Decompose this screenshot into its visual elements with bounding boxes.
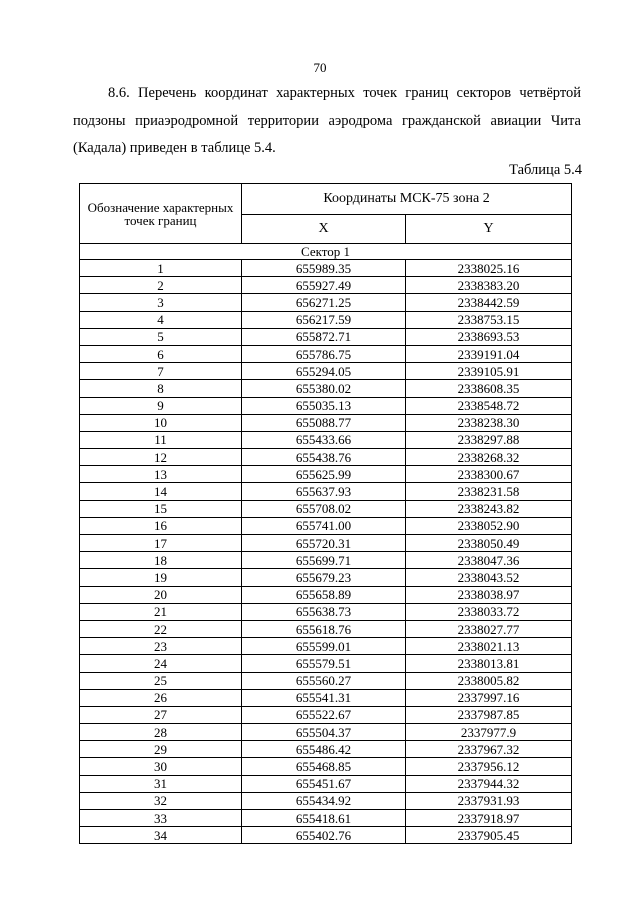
- x-coordinate-cell: 655872.71: [242, 328, 406, 345]
- y-coordinate-cell: 2338753.15: [406, 311, 572, 328]
- point-number-cell: 19: [80, 569, 242, 586]
- y-coordinate-cell: 2338238.30: [406, 414, 572, 431]
- x-column-header: X: [242, 215, 406, 244]
- y-coordinate-cell: 2338383.20: [406, 277, 572, 294]
- table-row: [80, 689, 572, 706]
- x-coordinate-cell: 655380.02: [242, 380, 406, 397]
- table-row: [80, 311, 572, 328]
- y-column-header: Y: [406, 215, 572, 244]
- point-number-cell: 15: [80, 500, 242, 517]
- paragraph-line-1: 8.6. Перечень координат характерных точек границ секторов четвёртой: [108, 85, 581, 101]
- point-number-cell: 5: [80, 328, 242, 345]
- x-coordinate-cell: 655035.13: [242, 397, 406, 414]
- paragraph-line-2: подзоны приаэродромной территории аэродрома гражданской авиации Чита: [73, 113, 581, 129]
- table-row: [80, 569, 572, 586]
- y-coordinate-cell: 2337931.93: [406, 792, 572, 809]
- table-row: [80, 827, 572, 844]
- table-row: [80, 431, 572, 448]
- point-number-cell: 13: [80, 466, 242, 483]
- table-row: [80, 672, 572, 689]
- y-coordinate-cell: 2338047.36: [406, 552, 572, 569]
- points-column-header: Обозначение характерных точек границ: [80, 184, 242, 244]
- x-coordinate-cell: 656271.25: [242, 294, 406, 311]
- x-coordinate-cell: 655438.76: [242, 449, 406, 466]
- point-number-cell: 2: [80, 277, 242, 294]
- x-coordinate-cell: 655618.76: [242, 620, 406, 637]
- table-row: [80, 792, 572, 809]
- table-row: [80, 414, 572, 431]
- table-row: [80, 741, 572, 758]
- y-coordinate-cell: 2338297.88: [406, 431, 572, 448]
- y-coordinate-cell: 2337905.45: [406, 827, 572, 844]
- x-coordinate-cell: 655522.67: [242, 706, 406, 723]
- y-coordinate-cell: 2338025.16: [406, 260, 572, 277]
- point-number-cell: 28: [80, 724, 242, 741]
- x-coordinate-cell: 655699.71: [242, 552, 406, 569]
- y-coordinate-cell: 2339191.04: [406, 345, 572, 362]
- x-coordinate-cell: 655294.05: [242, 363, 406, 380]
- point-number-cell: 31: [80, 775, 242, 792]
- x-coordinate-cell: 655638.73: [242, 603, 406, 620]
- point-number-cell: 34: [80, 827, 242, 844]
- table-row: [80, 638, 572, 655]
- point-number-cell: 26: [80, 689, 242, 706]
- y-coordinate-cell: 2338442.59: [406, 294, 572, 311]
- y-coordinate-cell: 2338052.90: [406, 517, 572, 534]
- point-number-cell: 1: [80, 260, 242, 277]
- table-row: [80, 277, 572, 294]
- coordinates-header: Координаты МСК-75 зона 2: [242, 184, 572, 215]
- x-coordinate-cell: 655658.89: [242, 586, 406, 603]
- x-coordinate-cell: 655486.42: [242, 741, 406, 758]
- y-coordinate-cell: 2337918.97: [406, 810, 572, 827]
- point-number-cell: 14: [80, 483, 242, 500]
- y-coordinate-cell: 2338013.81: [406, 655, 572, 672]
- x-coordinate-cell: 655451.67: [242, 775, 406, 792]
- y-coordinate-cell: 2338005.82: [406, 672, 572, 689]
- point-number-cell: 6: [80, 345, 242, 362]
- table-row: [80, 620, 572, 637]
- x-coordinate-cell: 655599.01: [242, 638, 406, 655]
- y-coordinate-cell: 2338038.97: [406, 586, 572, 603]
- y-coordinate-cell: 2338231.58: [406, 483, 572, 500]
- table-row: [80, 724, 572, 741]
- point-number-cell: 16: [80, 517, 242, 534]
- y-coordinate-cell: 2337977.9: [406, 724, 572, 741]
- point-number-cell: 17: [80, 535, 242, 552]
- x-coordinate-cell: 655433.66: [242, 431, 406, 448]
- x-coordinate-cell: 655786.75: [242, 345, 406, 362]
- point-number-cell: 33: [80, 810, 242, 827]
- x-coordinate-cell: 655504.37: [242, 724, 406, 741]
- paragraph-line-3: (Кадала) приведен в таблице 5.4.: [73, 140, 276, 156]
- x-coordinate-cell: 655088.77: [242, 414, 406, 431]
- y-coordinate-cell: 2338300.67: [406, 466, 572, 483]
- point-number-cell: 30: [80, 758, 242, 775]
- y-coordinate-cell: 2338268.32: [406, 449, 572, 466]
- y-coordinate-cell: 2338021.13: [406, 638, 572, 655]
- point-number-cell: 4: [80, 311, 242, 328]
- point-number-cell: 23: [80, 638, 242, 655]
- x-coordinate-cell: 655402.76: [242, 827, 406, 844]
- point-number-cell: 18: [80, 552, 242, 569]
- table-row: [80, 449, 572, 466]
- point-number-cell: 27: [80, 706, 242, 723]
- table-row: [80, 552, 572, 569]
- table-row: [80, 363, 572, 380]
- x-coordinate-cell: 655418.61: [242, 810, 406, 827]
- point-number-cell: 8: [80, 380, 242, 397]
- point-number-cell: 3: [80, 294, 242, 311]
- x-coordinate-cell: 655741.00: [242, 517, 406, 534]
- table-row: [80, 483, 572, 500]
- sector-row: [80, 244, 572, 260]
- table-row: [80, 260, 572, 277]
- y-coordinate-cell: 2338548.72: [406, 397, 572, 414]
- y-coordinate-cell: 2337987.85: [406, 706, 572, 723]
- x-coordinate-cell: 655434.92: [242, 792, 406, 809]
- point-number-cell: 11: [80, 431, 242, 448]
- table-row: [80, 466, 572, 483]
- y-coordinate-cell: 2337967.32: [406, 741, 572, 758]
- x-coordinate-cell: 655579.51: [242, 655, 406, 672]
- x-coordinate-cell: 655679.23: [242, 569, 406, 586]
- point-number-cell: 22: [80, 620, 242, 637]
- point-number-cell: 20: [80, 586, 242, 603]
- table-row: [80, 603, 572, 620]
- y-coordinate-cell: 2337956.12: [406, 758, 572, 775]
- table-row: [80, 810, 572, 827]
- table-row: [80, 775, 572, 792]
- y-coordinate-cell: 2337944.32: [406, 775, 572, 792]
- table-row: [80, 294, 572, 311]
- table-row: [80, 380, 572, 397]
- point-number-cell: 12: [80, 449, 242, 466]
- y-coordinate-cell: 2339105.91: [406, 363, 572, 380]
- y-coordinate-cell: 2338050.49: [406, 535, 572, 552]
- point-number-cell: 9: [80, 397, 242, 414]
- y-coordinate-cell: 2338033.72: [406, 603, 572, 620]
- table-row: [80, 397, 572, 414]
- y-coordinate-cell: 2338027.77: [406, 620, 572, 637]
- y-coordinate-cell: 2338693.53: [406, 328, 572, 345]
- x-coordinate-cell: 655468.85: [242, 758, 406, 775]
- x-coordinate-cell: 656217.59: [242, 311, 406, 328]
- point-number-cell: 7: [80, 363, 242, 380]
- table-row: [80, 345, 572, 362]
- x-coordinate-cell: 655708.02: [242, 500, 406, 517]
- point-number-cell: 32: [80, 792, 242, 809]
- y-coordinate-cell: 2338043.52: [406, 569, 572, 586]
- coordinates-table: [79, 183, 572, 844]
- x-coordinate-cell: 655927.49: [242, 277, 406, 294]
- table-row: [80, 328, 572, 345]
- x-coordinate-cell: 655989.35: [242, 260, 406, 277]
- sector-label: Сектор 1: [80, 244, 572, 260]
- point-number-cell: 10: [80, 414, 242, 431]
- table-row: [80, 535, 572, 552]
- table-row: [80, 655, 572, 672]
- point-number-cell: 29: [80, 741, 242, 758]
- page-number: 70: [313, 60, 327, 75]
- table-body: [80, 260, 572, 844]
- y-coordinate-cell: 2338608.35: [406, 380, 572, 397]
- table-caption: Таблица 5.4: [509, 162, 582, 178]
- y-coordinate-cell: 2338243.82: [406, 500, 572, 517]
- x-coordinate-cell: 655541.31: [242, 689, 406, 706]
- y-coordinate-cell: 2337997.16: [406, 689, 572, 706]
- table-row: [80, 586, 572, 603]
- x-coordinate-cell: 655560.27: [242, 672, 406, 689]
- table-row: [80, 706, 572, 723]
- table-row: [80, 517, 572, 534]
- point-number-cell: 24: [80, 655, 242, 672]
- point-number-cell: 21: [80, 603, 242, 620]
- x-coordinate-cell: 655625.99: [242, 466, 406, 483]
- x-coordinate-cell: 655720.31: [242, 535, 406, 552]
- table-row: [80, 500, 572, 517]
- table-row: [80, 758, 572, 775]
- point-number-cell: 25: [80, 672, 242, 689]
- x-coordinate-cell: 655637.93: [242, 483, 406, 500]
